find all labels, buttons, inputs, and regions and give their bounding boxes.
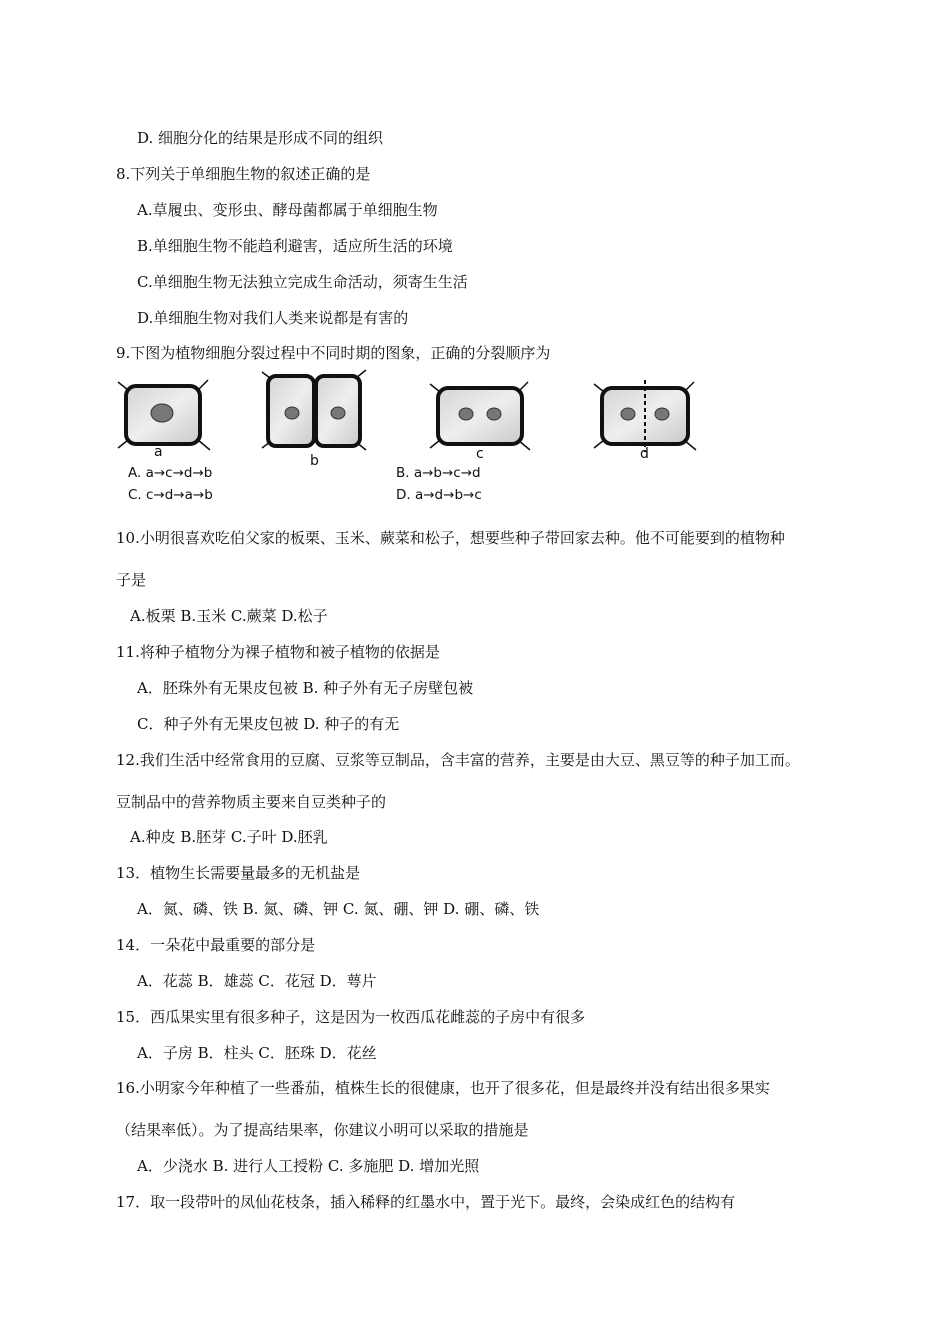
q7-option-d: D. 细胞分化的结果是形成不同的组织 xyxy=(137,129,384,147)
q11-options-line1: A．胚珠外有无果皮包被 B. 种子外有无子房壁包被 xyxy=(137,679,474,697)
q16-options: A．少浇水 B. 进行人工授粉 C. 多施肥 D. 增加光照 xyxy=(137,1157,480,1175)
q13-stem: 13．植物生长需要量最多的无机盐是 xyxy=(116,864,361,882)
q12-stem-line2: 豆制品中的营养物质主要来自豆类种子的 xyxy=(116,793,387,811)
cell-c-label: c xyxy=(476,446,484,462)
q16-stem-line1: 16.小明家今年种植了一些番茄，植株生长的很健康，也开了很多花，但是最终并没有结出很多果实 xyxy=(116,1079,770,1097)
q11-options-line2: C．种子外有无果皮包被 D. 种子的有无 xyxy=(137,715,400,733)
q10-stem-line2: 子是 xyxy=(116,571,147,589)
q10-stem-line1: 10.小明很喜欢吃伯父家的板栗、玉米、蕨菜和松子，想要些种子带回家去种。他不可能要到的植物种 xyxy=(116,529,785,547)
q12-stem-line1: 12.我们生活中经常食用的豆腐、豆浆等豆制品，含丰富的营养，主要是由大豆、黑豆等的种子加工而。 xyxy=(116,751,800,769)
q13-options: A．氮、磷、铁 B. 氮、磷、钾 C. 氮、硼、钾 D. 硼、磷、铁 xyxy=(137,900,540,918)
q15-options: A．子房 B．柱头 C．胚珠 D．花丝 xyxy=(137,1044,377,1062)
q9-option-c: C. c→d→a→b xyxy=(128,487,213,503)
q9-cell-division-figure xyxy=(110,368,730,508)
cell-d-label: d xyxy=(640,446,649,462)
q14-stem: 14．一朵花中最重要的部分是 xyxy=(116,936,316,954)
cell-b-label: b xyxy=(310,453,319,469)
q9-option-b: B. a→b→c→d xyxy=(396,465,481,481)
q8-option-a: A.草履虫、变形虫、酵母菌都属于单细胞生物 xyxy=(137,201,438,219)
q8-stem: 8.下列关于单细胞生物的叙述正确的是 xyxy=(116,165,371,183)
cell-a-label: a xyxy=(154,444,163,460)
cell-b-diagram xyxy=(262,370,366,450)
cell-a-diagram xyxy=(118,380,210,450)
q16-stem-line2: （结果率低）。为了提高结果率，你建议小明可以采取的措施是 xyxy=(116,1121,529,1139)
q9-option-a: A. a→c→d→b xyxy=(128,465,213,481)
q15-stem: 15．西瓜果实里有很多种子，这是因为一枚西瓜花雌蕊的子房中有很多 xyxy=(116,1008,586,1026)
q8-option-b: B.单细胞生物不能趋利避害，适应所生活的环境 xyxy=(137,237,453,255)
q17-stem: 17．取一段带叶的凤仙花枝条，插入稀释的红墨水中，置于光下。最终，会染成红色的结构有 xyxy=(116,1193,736,1211)
q14-options: A．花蕊 B．雄蕊 C．花冠 D．萼片 xyxy=(137,972,377,990)
q8-option-c: C.单细胞生物无法独立完成生命活动，须寄生生活 xyxy=(137,273,468,291)
q10-options: A.板栗 B.玉米 C.蕨菜 D.松子 xyxy=(130,607,328,625)
q12-options: A.种皮 B.胚芽 C.子叶 D.胚乳 xyxy=(130,828,328,846)
q9-stem: 9.下图为植物细胞分裂过程中不同时期的图象，正确的分裂顺序为 xyxy=(116,344,551,362)
q9-option-d: D. a→d→b→c xyxy=(396,487,482,503)
q11-stem: 11.将种子植物分为裸子植物和被子植物的依据是 xyxy=(116,643,440,661)
cell-c-diagram xyxy=(430,382,530,450)
q8-option-d: D.单细胞生物对我们人类来说都是有害的 xyxy=(137,309,409,327)
cell-d-diagram xyxy=(594,380,696,452)
